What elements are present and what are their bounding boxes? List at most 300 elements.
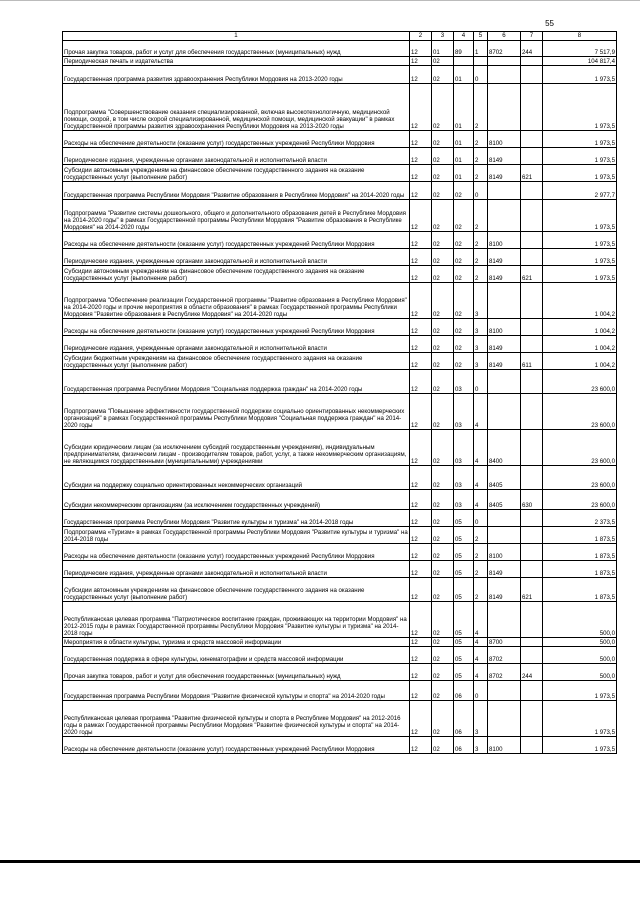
expense-type-code: 621 <box>521 578 543 602</box>
amount-value: 1 973,5 <box>543 66 617 84</box>
subprogram-code: 2 <box>474 131 488 148</box>
amount-value: 1 973,5 <box>543 681 617 701</box>
table-row <box>63 490 617 510</box>
budget-item-name: Субсидии на поддержку социально ориентированных некоммерческих организаций <box>63 466 410 490</box>
budget-item-name: Подпрограмма "Развитие системы дошкольного, общего и дополнительного образования детей в Республике Мордовия на 2014-2020 годы" в рамках Государственной программы Республики Мордовия "Развитие образования в Республике Мордовия" на 2014-2020 годы <box>63 200 410 232</box>
amount-value: 23 600,0 <box>543 490 617 510</box>
table-row <box>63 466 617 490</box>
subprogram-code: 2 <box>474 165 488 182</box>
budget-item-name: Периодические издания, учрежденные органами законодательной и исполнительной власти <box>63 336 410 353</box>
amount-value: 2 977,7 <box>543 182 617 200</box>
section-code: 12 <box>410 561 432 578</box>
subsection-code: 02 <box>432 84 454 131</box>
section-code: 12 <box>410 701 432 737</box>
amount-value: 1 873,5 <box>543 544 617 561</box>
target-article-code <box>488 681 521 701</box>
column-header: 6 <box>488 32 521 41</box>
budget-item-name: Субсидии бюджетным учреждениям на финансовое обеспечение государственного задания на оказание государственных услуг (выполнение работ) <box>63 353 410 370</box>
subprogram-code: 2 <box>474 527 488 544</box>
column-header: 4 <box>454 32 474 41</box>
table-row <box>63 544 617 561</box>
table-row <box>63 664 617 681</box>
section-code: 12 <box>410 182 432 200</box>
column-header: 1 <box>63 32 410 41</box>
expense-type-code <box>521 510 543 527</box>
subsection-code: 02 <box>432 430 454 466</box>
column-header: 7 <box>521 32 543 41</box>
subsection-code: 02 <box>432 394 454 430</box>
amount-value: 500,0 <box>543 602 617 638</box>
subprogram-code: 3 <box>474 336 488 353</box>
section-code: 12 <box>410 490 432 510</box>
expense-type-code <box>521 370 543 394</box>
section-code: 12 <box>410 266 432 283</box>
program-code: 05 <box>454 510 474 527</box>
subsection-code: 02 <box>432 681 454 701</box>
column-header: 8 <box>543 32 617 41</box>
subsection-code: 02 <box>432 490 454 510</box>
program-code: 05 <box>454 578 474 602</box>
table-body <box>63 41 617 754</box>
subsection-code: 02 <box>432 638 454 647</box>
expense-type-code <box>521 66 543 84</box>
program-code: 01 <box>454 84 474 131</box>
table-header-row <box>63 32 617 41</box>
program-code <box>454 57 474 66</box>
budget-item-name: Подпрограмма "Обеспечение реализации Государственной программы "Развитие образования в Республике Мордовия" на 2014-2020 годы и прочие мероприятия в области образования" в рамках Государственной программы Республики Мордовия "Развитие образования в Республике Мордовия" на 2014-2020 годы <box>63 283 410 319</box>
column-header: 2 <box>410 32 432 41</box>
subprogram-code: 2 <box>474 544 488 561</box>
page-number: 55 <box>545 19 554 28</box>
table-row <box>63 84 617 131</box>
subsection-code: 02 <box>432 266 454 283</box>
amount-value: 1 973,5 <box>543 249 617 266</box>
program-code: 02 <box>454 249 474 266</box>
section-code: 12 <box>410 57 432 66</box>
table-row <box>63 578 617 602</box>
target-article-code: 8702 <box>488 41 521 57</box>
budget-item-name: Субсидии юридическим лицам (за исключением субсидий государственным учреждениям), индивидуальным предпринимателям, физическим лицам - производителям товаров, работ, услуг, а также некоммерческим организациям, не являющимся государственными (муниципальными) учреждениями <box>63 430 410 466</box>
table-row <box>63 370 617 394</box>
subprogram-code: 4 <box>474 664 488 681</box>
amount-value: 1 004,2 <box>543 283 617 319</box>
program-code: 01 <box>454 165 474 182</box>
target-article-code: 8149 <box>488 266 521 283</box>
section-code: 12 <box>410 544 432 561</box>
program-code: 02 <box>454 319 474 336</box>
target-article-code <box>488 66 521 84</box>
budget-item-name: Периодические издания, учрежденные органами законодательной и исполнительной власти <box>63 148 410 165</box>
target-article-code: 8100 <box>488 737 521 754</box>
subsection-code: 02 <box>432 737 454 754</box>
budget-item-name: Расходы на обеспечение деятельности (оказание услуг) государственных учреждений Республики Мордовия <box>63 737 410 754</box>
section-code: 12 <box>410 41 432 57</box>
budget-item-name: Республиканская целевая программа "Патриотическое воспитание граждан, проживающих на территории Мордовия" на 2012-2015 годы в рамках Государственной программы Республики Мордовия "Развитие культуры и туризма" на 2014-2018 годы <box>63 602 410 638</box>
section-code: 12 <box>410 681 432 701</box>
table-row <box>63 266 617 283</box>
subsection-code: 02 <box>432 283 454 319</box>
subprogram-code: 0 <box>474 66 488 84</box>
program-code: 05 <box>454 544 474 561</box>
subsection-code: 02 <box>432 544 454 561</box>
subsection-code: 02 <box>432 602 454 638</box>
amount-value: 1 973,5 <box>543 148 617 165</box>
table-row <box>63 647 617 664</box>
budget-item-name: Субсидии автономным учреждениям на финансовое обеспечение государственного задания на оказание государственных услуг (выполнение работ) <box>63 266 410 283</box>
amount-value: 1 873,5 <box>543 561 617 578</box>
program-code: 06 <box>454 681 474 701</box>
table-row <box>63 165 617 182</box>
target-article-code: 8100 <box>488 544 521 561</box>
table-row <box>63 602 617 638</box>
amount-value: 1 973,5 <box>543 266 617 283</box>
subsection-code: 02 <box>432 232 454 249</box>
target-article-code: 8149 <box>488 578 521 602</box>
amount-value: 23 600,0 <box>543 394 617 430</box>
table-row <box>63 353 617 370</box>
subsection-code: 02 <box>432 66 454 84</box>
program-code: 02 <box>454 200 474 232</box>
subprogram-code: 1 <box>474 41 488 57</box>
subprogram-code: 0 <box>474 510 488 527</box>
expense-type-code: 630 <box>521 490 543 510</box>
subsection-code: 02 <box>432 466 454 490</box>
bottom-border-line <box>0 860 640 863</box>
column-header: 5 <box>474 32 488 41</box>
amount-value: 1 973,5 <box>543 200 617 232</box>
program-code: 03 <box>454 394 474 430</box>
section-code: 12 <box>410 638 432 647</box>
program-code: 02 <box>454 232 474 249</box>
section-code: 12 <box>410 148 432 165</box>
program-code: 06 <box>454 737 474 754</box>
subprogram-code: 3 <box>474 319 488 336</box>
target-article-code <box>488 200 521 232</box>
target-article-code: 8405 <box>488 466 521 490</box>
expense-type-code <box>521 182 543 200</box>
target-article-code: 8149 <box>488 165 521 182</box>
amount-value: 1 973,5 <box>543 84 617 131</box>
subprogram-code: 4 <box>474 466 488 490</box>
table-row <box>63 510 617 527</box>
amount-value: 500,0 <box>543 638 617 647</box>
amount-value: 1 873,5 <box>543 578 617 602</box>
budget-item-name: Субсидии автономным учреждениям на финансовое обеспечение государственного задания на оказание государственных услуг (выполнение работ) <box>63 578 410 602</box>
program-code: 05 <box>454 602 474 638</box>
subsection-code: 02 <box>432 510 454 527</box>
subsection-code: 02 <box>432 353 454 370</box>
section-code: 12 <box>410 578 432 602</box>
section-code: 12 <box>410 200 432 232</box>
section-code: 12 <box>410 430 432 466</box>
target-article-code: 8400 <box>488 430 521 466</box>
program-code: 05 <box>454 527 474 544</box>
budget-item-name: Субсидии некоммерческим организациям (за исключением государственных учреждений) <box>63 490 410 510</box>
subsection-code: 02 <box>432 527 454 544</box>
subsection-code: 02 <box>432 182 454 200</box>
amount-value: 1 873,5 <box>543 527 617 544</box>
budget-item-name: Государственная программа развития здравоохранения Республики Мордовия на 2013-2020 годы <box>63 66 410 84</box>
budget-item-name: Подпрограмма «Туризм» в рамках Государственной программы Республики Мордовия "Развитие культуры и туризма" на 2014-2018 годы <box>63 527 410 544</box>
table-row <box>63 148 617 165</box>
expense-type-code <box>521 319 543 336</box>
expense-type-code <box>521 561 543 578</box>
section-code: 12 <box>410 602 432 638</box>
section-code: 12 <box>410 353 432 370</box>
target-article-code: 8100 <box>488 232 521 249</box>
target-article-code <box>488 57 521 66</box>
target-article-code <box>488 701 521 737</box>
amount-value: 23 600,0 <box>543 466 617 490</box>
subsection-code: 02 <box>432 319 454 336</box>
subprogram-code: 2 <box>474 232 488 249</box>
subprogram-code: 0 <box>474 370 488 394</box>
target-article-code: 8702 <box>488 647 521 664</box>
section-code: 12 <box>410 249 432 266</box>
expense-type-code <box>521 232 543 249</box>
target-article-code <box>488 602 521 638</box>
table-row <box>63 561 617 578</box>
subsection-code: 02 <box>432 131 454 148</box>
expense-type-code <box>521 544 543 561</box>
amount-value: 1 004,2 <box>543 336 617 353</box>
budget-item-name: Государственная программа Республики Мордовия "Развитие культуры и туризма" на 2014-2018 годы <box>63 510 410 527</box>
subprogram-code: 2 <box>474 148 488 165</box>
subsection-code: 02 <box>432 336 454 353</box>
program-code: 03 <box>454 490 474 510</box>
expense-type-code <box>521 602 543 638</box>
table-row <box>63 336 617 353</box>
amount-value: 500,0 <box>543 664 617 681</box>
target-article-code: 8149 <box>488 249 521 266</box>
expense-type-code <box>521 394 543 430</box>
target-article-code <box>488 370 521 394</box>
amount-value: 7 517,9 <box>543 41 617 57</box>
subprogram-code: 0 <box>474 182 488 200</box>
top-border-line <box>0 0 640 1</box>
program-code: 01 <box>454 148 474 165</box>
program-code: 05 <box>454 647 474 664</box>
subprogram-code: 2 <box>474 578 488 602</box>
section-code: 12 <box>410 84 432 131</box>
section-code: 12 <box>410 527 432 544</box>
section-code: 12 <box>410 370 432 394</box>
amount-value: 1 973,5 <box>543 165 617 182</box>
amount-value: 1 004,2 <box>543 353 617 370</box>
subsection-code: 02 <box>432 148 454 165</box>
amount-value: 1 973,5 <box>543 232 617 249</box>
budget-item-name: Прочая закупка товаров, работ и услуг для обеспечения государственных (муниципальных) нужд <box>63 664 410 681</box>
budget-item-name: Расходы на обеспечение деятельности (оказание услуг) государственных учреждений Республики Мордовия <box>63 131 410 148</box>
amount-value: 500,0 <box>543 647 617 664</box>
table-row <box>63 394 617 430</box>
program-code: 05 <box>454 561 474 578</box>
table-row <box>63 200 617 232</box>
subprogram-code: 4 <box>474 394 488 430</box>
budget-item-name: Периодическая печать и издательства <box>63 57 410 66</box>
expense-type-code <box>521 681 543 701</box>
target-article-code: 8100 <box>488 131 521 148</box>
section-code: 12 <box>410 131 432 148</box>
section-code: 12 <box>410 232 432 249</box>
program-code: 03 <box>454 430 474 466</box>
subprogram-code: 0 <box>474 681 488 701</box>
section-code: 12 <box>410 510 432 527</box>
section-code: 12 <box>410 165 432 182</box>
program-code: 02 <box>454 353 474 370</box>
budget-item-name: Расходы на обеспечение деятельности (оказание услуг) государственных учреждений Республики Мордовия <box>63 319 410 336</box>
program-code: 01 <box>454 131 474 148</box>
section-code: 12 <box>410 283 432 319</box>
table-row <box>63 57 617 66</box>
program-code: 02 <box>454 266 474 283</box>
subprogram-code: 3 <box>474 737 488 754</box>
budget-item-name: Государственная поддержка в сфере культуры, кинематографии и средств массовой информации <box>63 647 410 664</box>
table-row <box>63 638 617 647</box>
budget-item-name: Мероприятия в области культуры, туризма и средств массовой информации <box>63 638 410 647</box>
expense-type-code <box>521 527 543 544</box>
target-article-code <box>488 84 521 131</box>
table-row <box>63 66 617 84</box>
program-code: 05 <box>454 664 474 681</box>
program-code: 05 <box>454 638 474 647</box>
subprogram-code: 3 <box>474 283 488 319</box>
amount-value: 1 973,5 <box>543 131 617 148</box>
column-header: 3 <box>432 32 454 41</box>
budget-item-name: Республиканская целевая программа "Развитие физической культуры и спорта в Республике Мордовия" на 2012-2016 годы в рамках Государственной программы Республики Мордовия "Развитие физической культуры и спорта" на 2014-2020 годы <box>63 701 410 737</box>
subprogram-code: 2 <box>474 561 488 578</box>
table-row <box>63 232 617 249</box>
program-code: 89 <box>454 41 474 57</box>
expense-type-code: 244 <box>521 664 543 681</box>
section-code: 12 <box>410 319 432 336</box>
section-code: 12 <box>410 737 432 754</box>
expense-type-code: 621 <box>521 266 543 283</box>
expense-type-code <box>521 57 543 66</box>
table-row <box>63 319 617 336</box>
table-row <box>63 737 617 754</box>
amount-value: 1 973,5 <box>543 737 617 754</box>
expense-type-code: 621 <box>521 165 543 182</box>
subsection-code: 02 <box>432 370 454 394</box>
target-article-code: 8149 <box>488 353 521 370</box>
section-code: 12 <box>410 66 432 84</box>
table-row <box>63 681 617 701</box>
budget-item-name: Подпрограмма "Совершенствование оказания специализированной, включая высокотехнологичную, медицинской помощи, скорой, в том числе скорой специализированной, медицинской помощи, медицинской эвакуации" в рамках Государственной программы развития здравоохранения Республики Мордовия на 2013-2020 годы <box>63 84 410 131</box>
table-row <box>63 701 617 737</box>
table-row <box>63 527 617 544</box>
budget-item-name: Подпрограмма "Повышение эффективности государственной поддержки социально ориентированных некоммерческих организаций" в рамках Государственной программы Республики Мордовия "Социальная поддержка граждан" на 2014-2020 годы <box>63 394 410 430</box>
table-row <box>63 249 617 266</box>
expense-type-code <box>521 283 543 319</box>
expense-type-code <box>521 131 543 148</box>
program-code: 02 <box>454 336 474 353</box>
budget-item-name: Прочая закупка товаров, работ и услуг для обеспечения государственных (муниципальных) нужд <box>63 41 410 57</box>
subsection-code: 02 <box>432 664 454 681</box>
budget-item-name: Субсидии автономным учреждениям на финансовое обеспечение государственного задания на оказание государственных услуг (выполнение работ) <box>63 165 410 182</box>
budget-item-name: Периодические издания, учрежденные органами законодательной и исполнительной власти <box>63 561 410 578</box>
program-code: 02 <box>454 283 474 319</box>
subprogram-code: 4 <box>474 490 488 510</box>
subprogram-code: 4 <box>474 430 488 466</box>
amount-value: 23 600,0 <box>543 370 617 394</box>
subprogram-code: 3 <box>474 701 488 737</box>
target-article-code <box>488 394 521 430</box>
expense-type-code <box>521 647 543 664</box>
subsection-code: 02 <box>432 165 454 182</box>
subprogram-code: 4 <box>474 638 488 647</box>
expense-type-code <box>521 336 543 353</box>
program-code: 02 <box>454 182 474 200</box>
expense-type-code <box>521 638 543 647</box>
table-row <box>63 41 617 57</box>
table-row <box>63 182 617 200</box>
subprogram-code: 3 <box>474 353 488 370</box>
section-code: 12 <box>410 647 432 664</box>
subprogram-code: 2 <box>474 84 488 131</box>
amount-value: 1 004,2 <box>543 319 617 336</box>
expense-type-code <box>521 466 543 490</box>
expense-type-code: 611 <box>521 353 543 370</box>
target-article-code <box>488 182 521 200</box>
subsection-code: 02 <box>432 200 454 232</box>
subprogram-code: 4 <box>474 647 488 664</box>
expense-type-code <box>521 701 543 737</box>
expense-type-code <box>521 148 543 165</box>
budget-table <box>62 31 617 754</box>
program-code: 06 <box>454 701 474 737</box>
budget-item-name: Периодические издания, учрежденные органами законодательной и исполнительной власти <box>63 249 410 266</box>
amount-value: 1 973,5 <box>543 701 617 737</box>
subprogram-code: 2 <box>474 200 488 232</box>
subsection-code: 02 <box>432 57 454 66</box>
section-code: 12 <box>410 466 432 490</box>
amount-value: 104 817,4 <box>543 57 617 66</box>
budget-item-name: Государственная программа Республики Мордовия "Социальная поддержка граждан" на 2014-2020 годы <box>63 370 410 394</box>
expense-type-code <box>521 249 543 266</box>
subprogram-code: 2 <box>474 249 488 266</box>
section-code: 12 <box>410 336 432 353</box>
target-article-code: 8149 <box>488 148 521 165</box>
amount-value: 2 373,5 <box>543 510 617 527</box>
expense-type-code <box>521 737 543 754</box>
program-code: 01 <box>454 66 474 84</box>
subprogram-code: 2 <box>474 266 488 283</box>
target-article-code <box>488 283 521 319</box>
subsection-code: 01 <box>432 41 454 57</box>
target-article-code: 8149 <box>488 561 521 578</box>
subsection-code: 02 <box>432 578 454 602</box>
section-code: 12 <box>410 394 432 430</box>
target-article-code: 8702 <box>488 664 521 681</box>
table-row <box>63 283 617 319</box>
table-row <box>63 131 617 148</box>
budget-item-name: Расходы на обеспечение деятельности (оказание услуг) государственных учреждений Республики Мордовия <box>63 232 410 249</box>
expense-type-code: 244 <box>521 41 543 57</box>
program-code: 03 <box>454 370 474 394</box>
budget-item-name: Государственная программа Республики Мордовия "Развитие образования в Республике Мордовия" на 2014-2020 годы <box>63 182 410 200</box>
expense-type-code <box>521 84 543 131</box>
amount-value: 23 600,0 <box>543 430 617 466</box>
section-code: 12 <box>410 664 432 681</box>
budget-item-name: Расходы на обеспечение деятельности (оказание услуг) государственных учреждений Республики Мордовия <box>63 544 410 561</box>
budget-item-name: Государственная программа Республики Мордовия "Развитие физической культуры и спорта" на 2014-2020 годы <box>63 681 410 701</box>
target-article-code: 8405 <box>488 490 521 510</box>
target-article-code <box>488 510 521 527</box>
subprogram-code <box>474 57 488 66</box>
target-article-code: 8100 <box>488 319 521 336</box>
target-article-code: 8700 <box>488 638 521 647</box>
